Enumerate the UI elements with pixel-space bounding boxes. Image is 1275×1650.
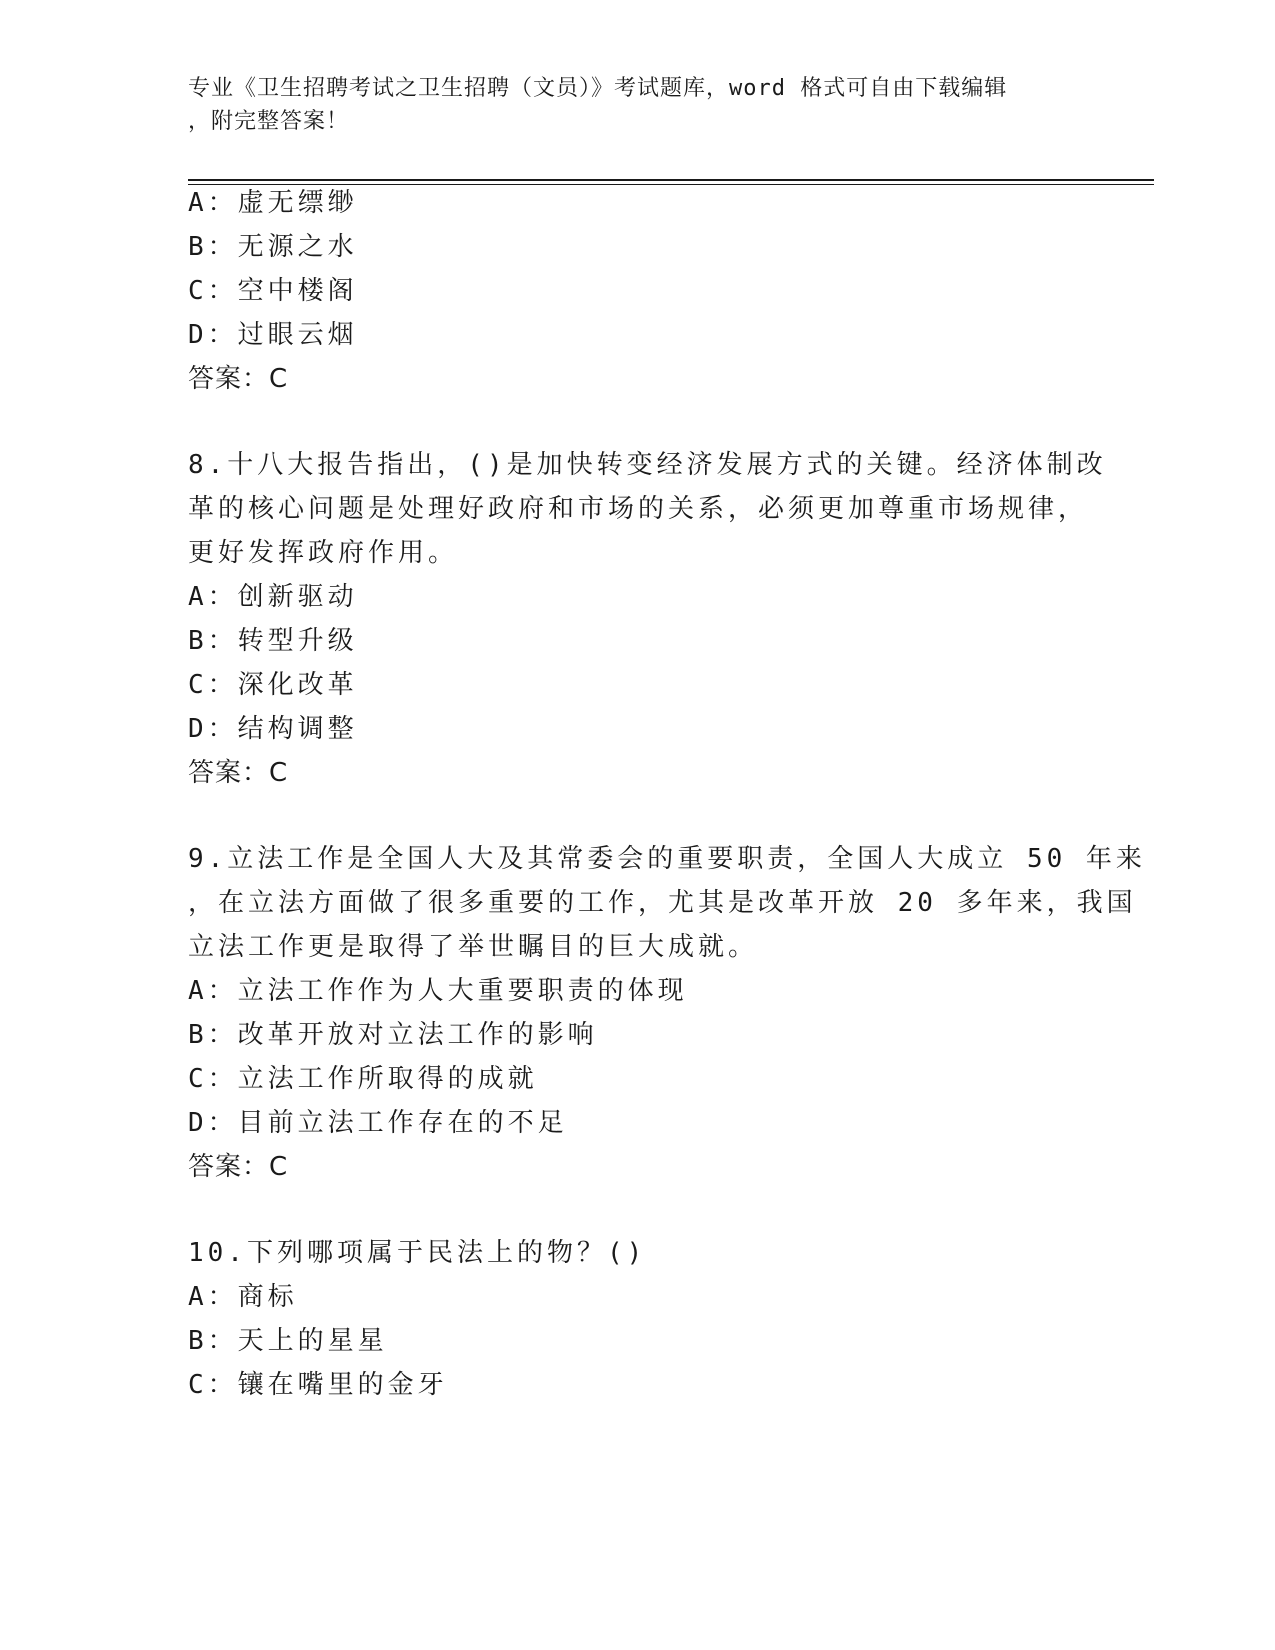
q7-option-d: D：过眼云烟 bbox=[188, 320, 358, 350]
document-header bbox=[188, 72, 1078, 138]
q8-stem-line-3: 更好发挥政府作用。 bbox=[188, 538, 459, 568]
q8-option-d: D：结构调整 bbox=[188, 714, 358, 744]
q8-stem-line-2: 革的核心问题是处理好政府和市场的关系，必须更加尊重市场规律， bbox=[188, 494, 1089, 524]
q8-option-a: A：创新驱动 bbox=[188, 582, 358, 612]
q9-stem-line-3: 立法工作更是取得了举世瞩目的巨大成就。 bbox=[188, 932, 759, 962]
q8-answer: 答案：C bbox=[188, 758, 289, 788]
q9-stem-line-2: ，在立法方面做了很多重要的工作，尤其是改革开放 20 多年来，我国 bbox=[188, 888, 1137, 918]
q7-option-b: B：无源之水 bbox=[188, 232, 358, 262]
q9-option-d: D：目前立法工作存在的不足 bbox=[188, 1108, 568, 1138]
q9-option-a: A：立法工作作为人大重要职责的体现 bbox=[188, 976, 688, 1006]
q9-answer: 答案：C bbox=[188, 1152, 289, 1182]
header-line-1: 专业《卫生招聘考试之卫生招聘（文员）》考试题库，word 格式可自由下载编辑 bbox=[188, 76, 1008, 101]
q8-option-c: C：深化改革 bbox=[188, 670, 358, 700]
q8-stem-line-1: 8.十八大报告指出，()是加快转变经济发展方式的关键。经济体制改 bbox=[188, 450, 1107, 480]
q10-option-c: C：镶在嘴里的金牙 bbox=[188, 1370, 448, 1400]
q10-option-a: A：商标 bbox=[188, 1282, 298, 1312]
q7-answer: 答案：C bbox=[188, 364, 289, 394]
q7-option-a: A：虚无缥缈 bbox=[188, 188, 358, 218]
q10-option-b: B：天上的星星 bbox=[188, 1326, 388, 1356]
q7-option-c: C：空中楼阁 bbox=[188, 276, 358, 306]
q8-option-b: B：转型升级 bbox=[188, 626, 358, 656]
q9-option-b: B：改革开放对立法工作的影响 bbox=[188, 1020, 598, 1050]
q9-stem-line-1: 9.立法工作是全国人大及其常委会的重要职责，全国人大成立 50 年来 bbox=[188, 844, 1146, 874]
q10-stem-line-1: 10.下列哪项属于民法上的物？() bbox=[188, 1238, 647, 1268]
header-divider bbox=[188, 179, 1154, 185]
header-line-2: ，附完整答案！ bbox=[188, 109, 350, 134]
q9-option-c: C：立法工作所取得的成就 bbox=[188, 1064, 538, 1094]
